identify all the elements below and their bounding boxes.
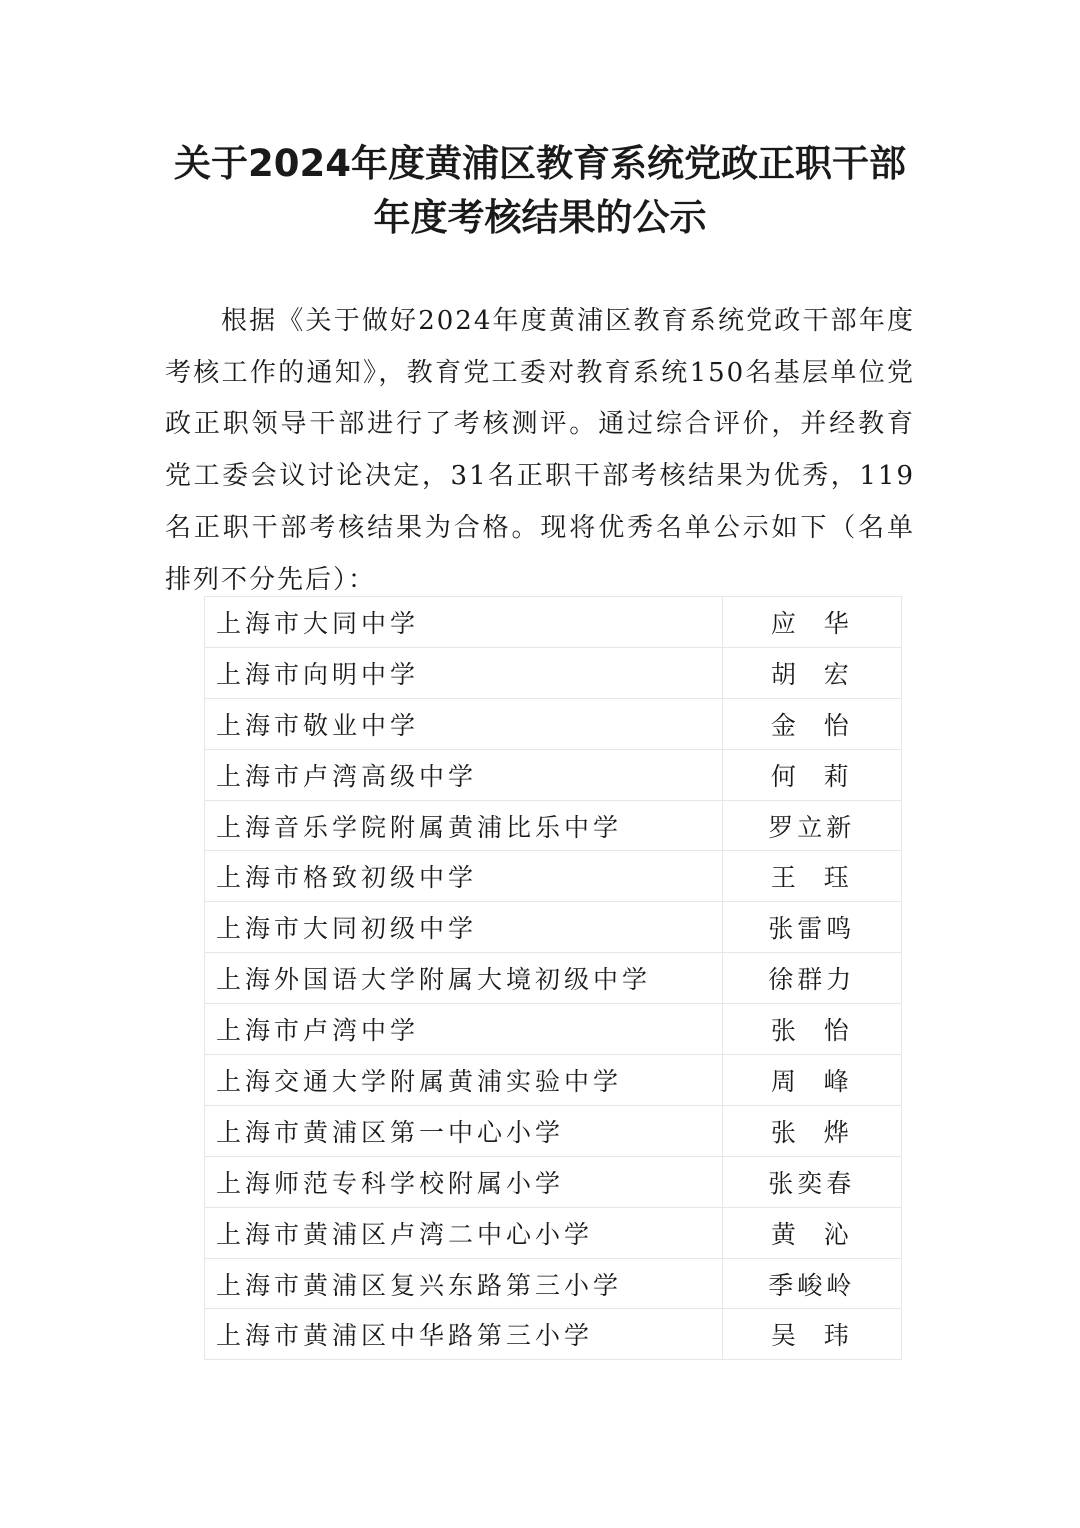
- school-cell: 上海音乐学院附属黄浦比乐中学: [205, 800, 723, 851]
- school-cell: 上海市黄浦区第一中心小学: [205, 1105, 723, 1156]
- school-cell: 上海市卢湾高级中学: [205, 749, 723, 800]
- notice-title-line1: 关于2024年度黄浦区教育系统党政正职干部: [174, 142, 906, 185]
- person-cell: 张雷鸣: [722, 902, 901, 953]
- school-cell: 上海市黄浦区中华路第三小学: [205, 1309, 723, 1360]
- table-row: [205, 647, 902, 698]
- table-row: [205, 851, 902, 902]
- table-row: [205, 953, 902, 1004]
- table-row: [205, 698, 902, 749]
- table-row: [205, 1105, 902, 1156]
- table-row: [205, 749, 902, 800]
- school-cell: 上海市大同初级中学: [205, 902, 723, 953]
- table-row: [205, 800, 902, 851]
- school-cell: 上海市大同中学: [205, 597, 723, 648]
- school-cell: 上海市黄浦区复兴东路第三小学: [205, 1258, 723, 1309]
- notice-body: 根据《关于做好2024年度黄浦区教育系统党政干部年度考核工作的通知》，教育党工委对教育系统150名基层单位党政正职领导干部进行了考核测评。通过综合评价，并经教育党工委会议讨论决定，31名正职干部考核结果为优秀，119名正职干部考核结果为合格。现将优秀名单公示如下（名单排列不分先后）：: [165, 306, 915, 595]
- school-cell: 上海市黄浦区卢湾二中心小学: [205, 1207, 723, 1258]
- person-cell: 黄 沁: [722, 1207, 901, 1258]
- person-cell: 徐群力: [722, 953, 901, 1004]
- person-cell: 张 烨: [722, 1105, 901, 1156]
- table-row: [205, 1258, 902, 1309]
- notice-title-line2: 年度考核结果的公示: [373, 196, 707, 239]
- person-cell: 吴 玮: [722, 1309, 901, 1360]
- table-row: [205, 1004, 902, 1055]
- school-cell: 上海师范专科学校附属小学: [205, 1156, 723, 1207]
- table-row: [205, 1055, 902, 1106]
- person-cell: 金 怡: [722, 698, 901, 749]
- person-cell: 胡 宏: [722, 647, 901, 698]
- person-cell: 何 莉: [722, 749, 901, 800]
- table-row: [205, 597, 902, 648]
- table-row: [205, 902, 902, 953]
- school-cell: 上海外国语大学附属大境初级中学: [205, 953, 723, 1004]
- school-cell: 上海交通大学附属黄浦实验中学: [205, 1055, 723, 1106]
- school-cell: 上海市向明中学: [205, 647, 723, 698]
- table-row: [205, 1156, 902, 1207]
- excellent-list-table: [204, 596, 902, 1360]
- table-row: [205, 1309, 902, 1360]
- person-cell: 周 峰: [722, 1055, 901, 1106]
- school-cell: 上海市卢湾中学: [205, 1004, 723, 1055]
- person-cell: 应 华: [722, 597, 901, 648]
- person-cell: 季峻岭: [722, 1258, 901, 1309]
- school-cell: 上海市敬业中学: [205, 698, 723, 749]
- school-cell: 上海市格致初级中学: [205, 851, 723, 902]
- table-row: [205, 1207, 902, 1258]
- person-cell: 罗立新: [722, 800, 901, 851]
- person-cell: 张 怡: [722, 1004, 901, 1055]
- person-cell: 王 珏: [722, 851, 901, 902]
- person-cell: 张奕春: [722, 1156, 901, 1207]
